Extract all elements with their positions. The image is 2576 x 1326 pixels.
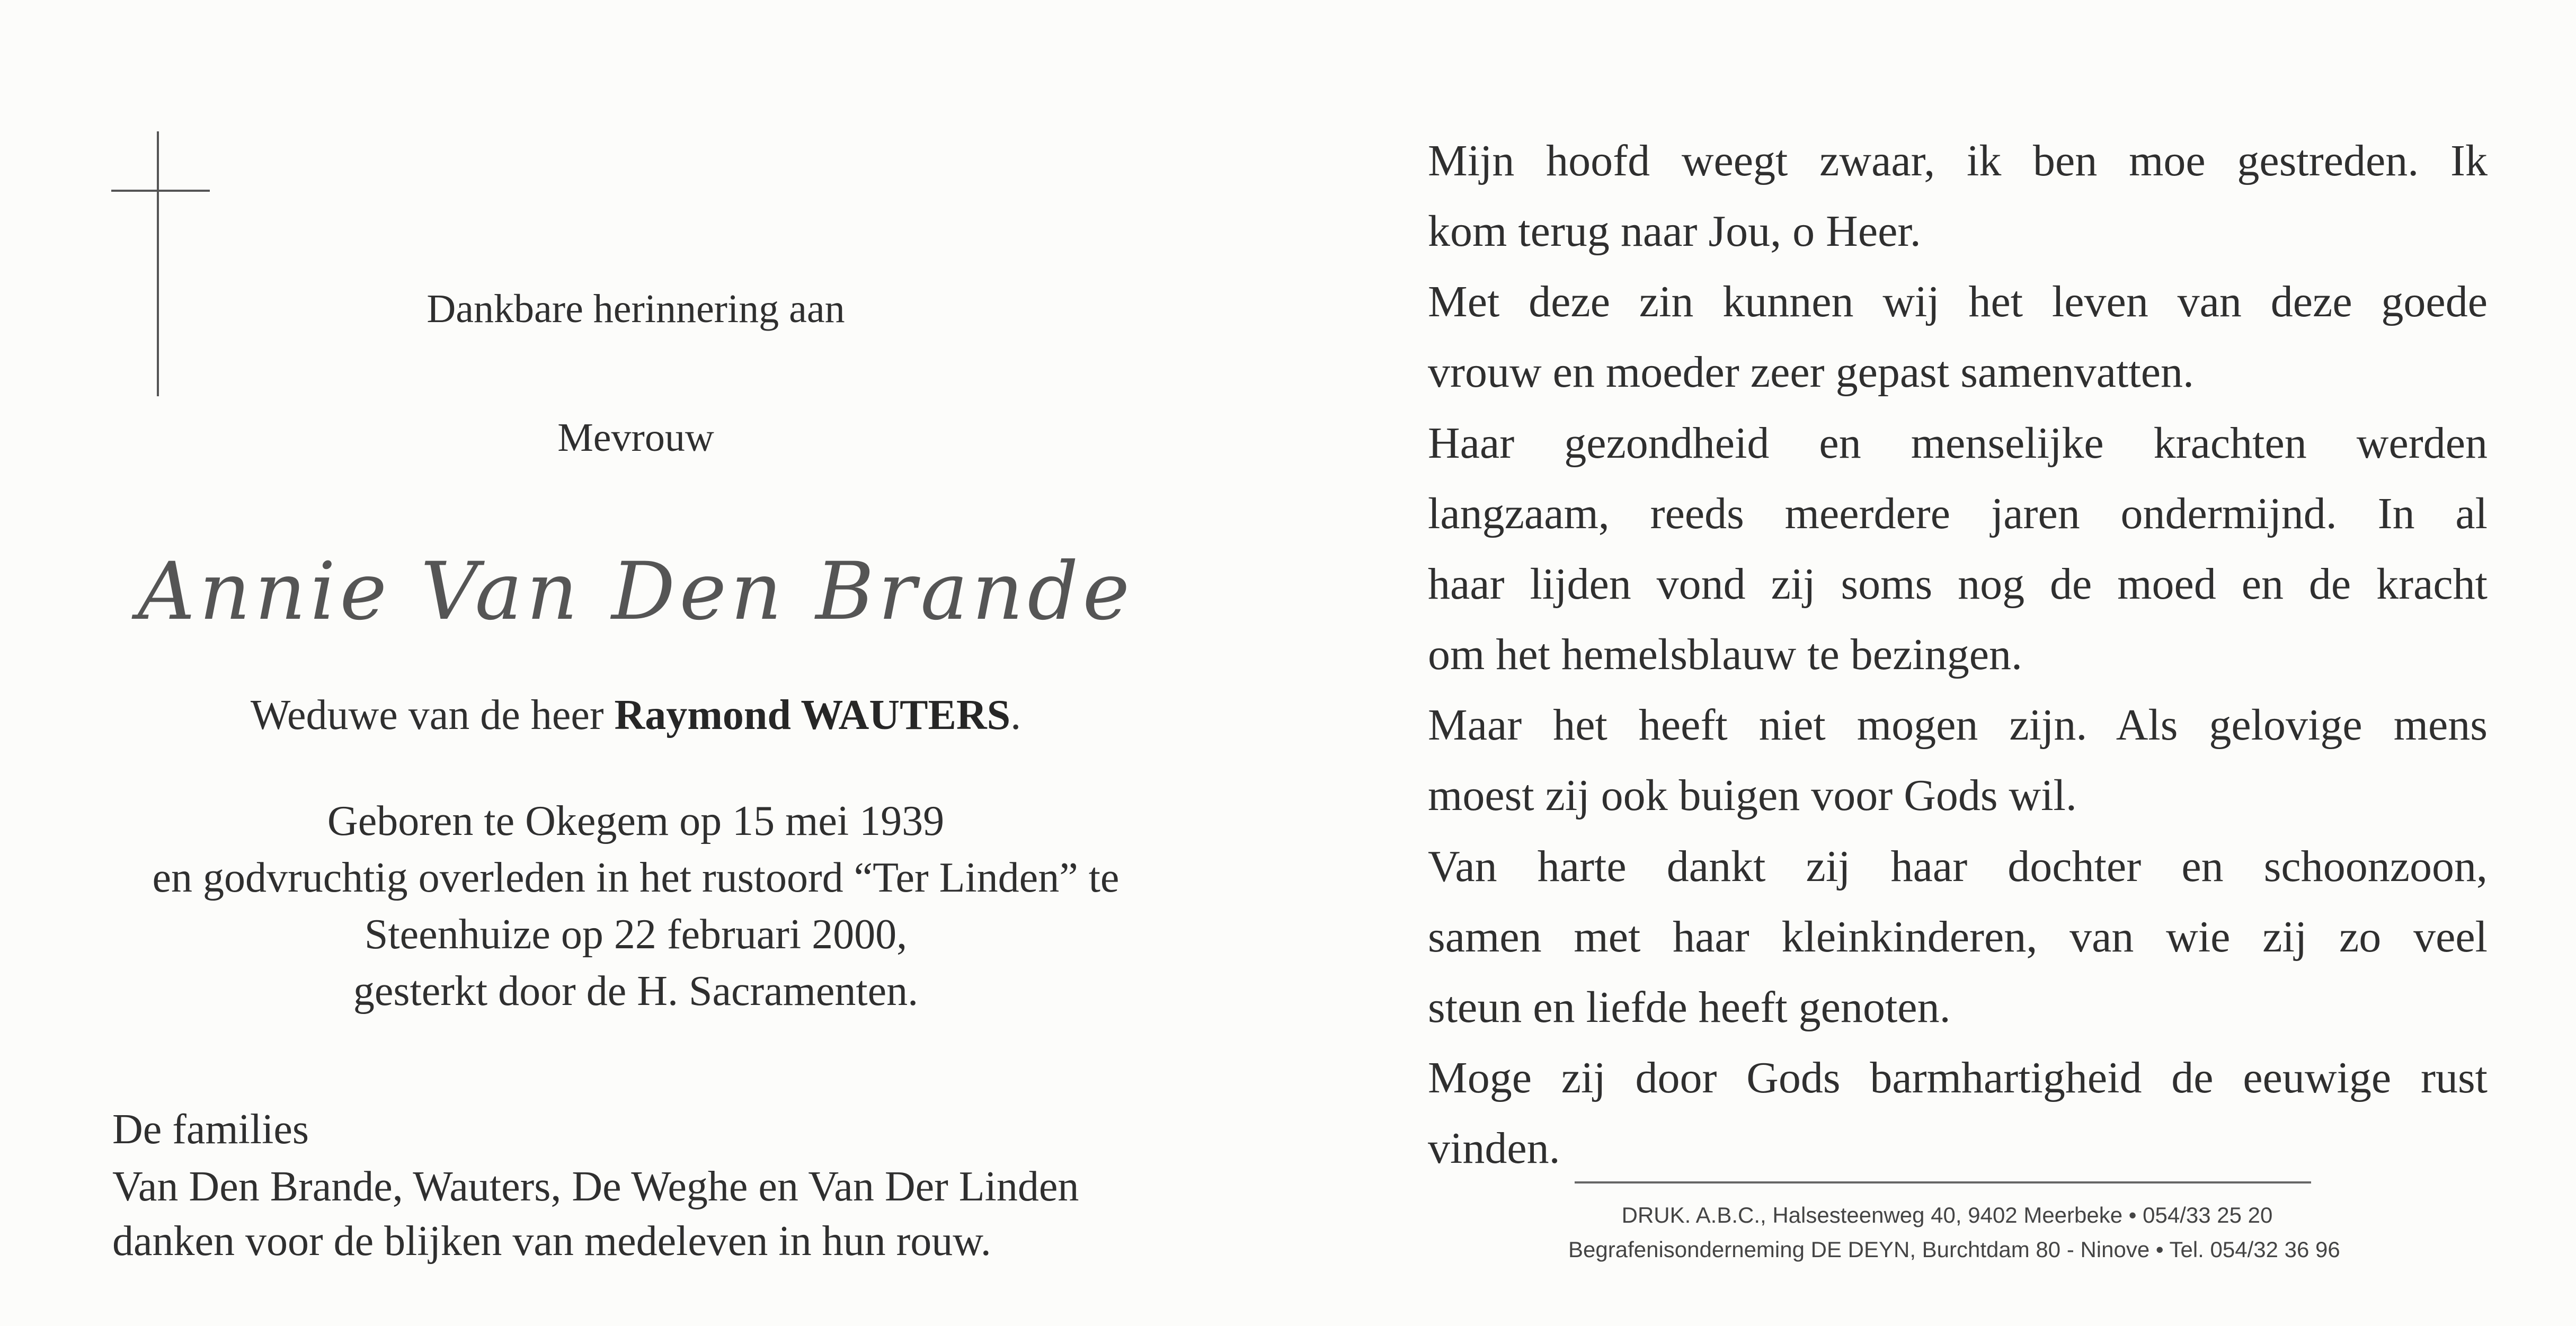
- text-line: steun en liefde heeft genoten.: [1428, 983, 1951, 1032]
- text-line: om het hemelsblauw te bezingen.: [1428, 630, 2022, 679]
- sacraments-line: gesterkt door de H. Sacramenten.: [353, 968, 919, 1014]
- undertaker-credit: Begrafenisonderneming DE DEYN, Burchtdam 80 - Ninove • Tel. 054/32 36 96: [1568, 1237, 2340, 1262]
- text-line: haar lijden vond zij soms nog de moed en de kracht: [1428, 559, 2488, 609]
- family-thanks: danken voor de blijken van medeleven in hun rouw.: [112, 1218, 991, 1265]
- title-text: Mevrouw: [557, 415, 714, 460]
- text-line: Moge zij door Gods barmhartigheid de eeuwige rust: [1428, 1053, 2488, 1102]
- text-line: Mijn hoofd weegt zwaar, ik ben moe gestreden. Ik: [1428, 136, 2488, 185]
- widow-prefix: Weduwe van de heer: [250, 692, 615, 738]
- text-line: moest zij ook buigen voor Gods wil.: [1428, 771, 2077, 820]
- text-line: Met deze zin kunnen wij het leven van deze goede: [1428, 277, 2488, 326]
- text-line: Maar het heeft niet mogen zijn. Als gelovige mens: [1428, 700, 2488, 750]
- death-place-line: Steenhuize op 22 februari 2000,: [364, 911, 908, 958]
- deceased-name: Annie Van Den Brande: [137, 546, 1134, 638]
- text-line: kom terug naar Jou, o Heer.: [1428, 207, 1921, 256]
- spouse-name: Raymond WAUTERS: [614, 692, 1011, 738]
- text-line: Haar gezondheid en menselijke krachten werden: [1428, 419, 2488, 468]
- family-heading: De families: [112, 1106, 309, 1153]
- text-line: vrouw en moeder zeer gepast samenvatten.: [1428, 348, 2195, 397]
- death-line: en godvruchtig overleden in het rustoord “Ter Linden” te: [152, 855, 1120, 901]
- widow-suffix: .: [1010, 692, 1021, 738]
- intro-text: Dankbare herinnering aan: [427, 287, 845, 331]
- widow-line: [106, 694, 1166, 736]
- printer-credit: DRUK. A.B.C., Halsesteenweg 40, 9402 Meerbeke • 054/33 25 20: [1621, 1203, 2273, 1227]
- text-line: samen met haar kleinkinderen, van wie zij zo veel: [1428, 912, 2488, 962]
- text-line: langzaam, reeds meerdere jaren ondermijnd. In al: [1428, 489, 2488, 538]
- text-line: Van harte dankt zij haar dochter en schoonzoon,: [1428, 842, 2488, 891]
- text-line: vinden.: [1428, 1124, 1560, 1173]
- birth-line: Geboren te Okegem op 15 mei 1939: [327, 798, 945, 844]
- divider: [1575, 1181, 2311, 1183]
- family-names: Van Den Brande, Wauters, De Weghe en Van Der Linden: [112, 1163, 1079, 1210]
